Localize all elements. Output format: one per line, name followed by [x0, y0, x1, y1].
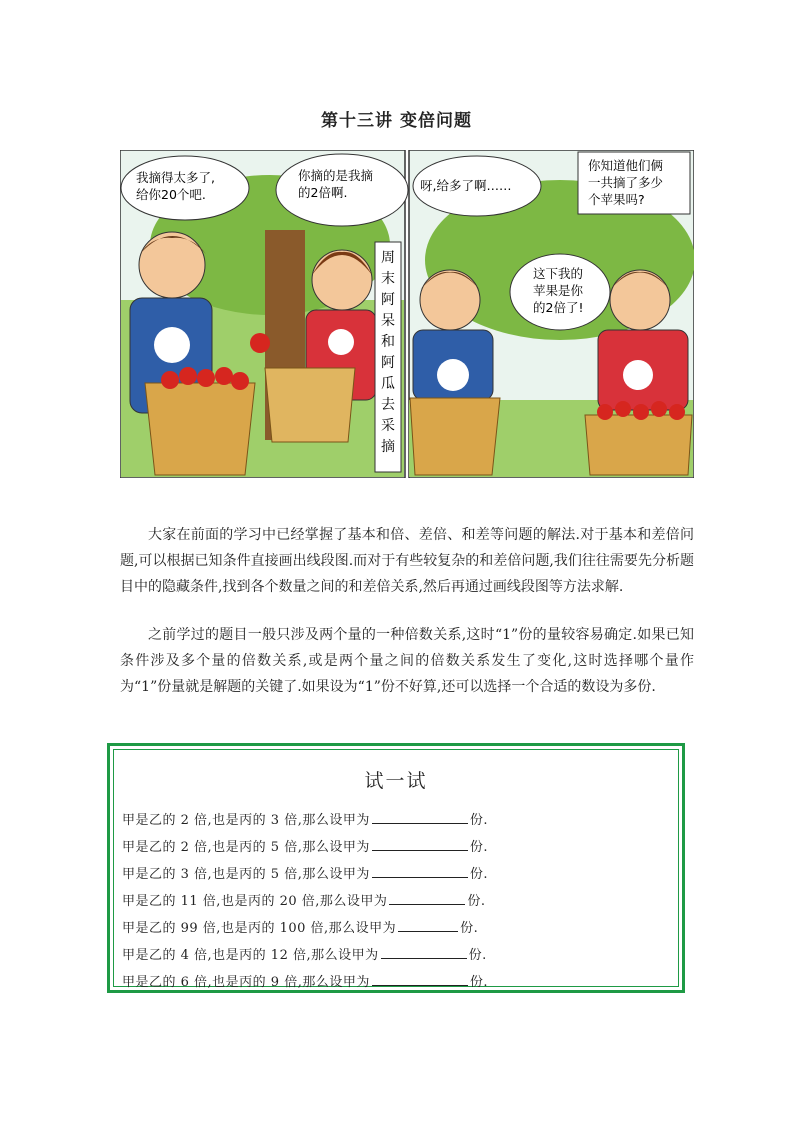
- question-row: [122, 863, 488, 882]
- bubble-line: 的2倍啊.: [298, 185, 348, 200]
- page-title: 第十三讲 变倍问题: [321, 111, 472, 131]
- answer-blank[interactable]: [389, 892, 465, 905]
- boy-head-left: [139, 232, 205, 298]
- question-row: [122, 809, 488, 828]
- bubble-line: 你摘的是我摘: [298, 168, 374, 183]
- comic-illustration: [120, 150, 694, 478]
- bubble-line: 我摘得太多了,: [136, 170, 215, 185]
- bubble-line: 的2倍了!: [533, 300, 584, 315]
- bubble-line: 个苹果吗?: [588, 192, 645, 207]
- question-tail: 份.: [460, 921, 479, 936]
- caption-char: 末: [381, 271, 395, 287]
- bubble-line: 给你20个吧.: [136, 187, 206, 202]
- other-boy-head: [610, 270, 670, 330]
- question-text: 甲是乙的 2 倍,也是丙的 3 倍,那么设甲为: [122, 813, 370, 828]
- question-text: 甲是乙的 3 倍,也是丙的 5 倍,那么设甲为: [122, 867, 370, 882]
- answer-blank[interactable]: [372, 973, 468, 986]
- question-tail: 份.: [469, 813, 488, 828]
- apple-held: [250, 333, 270, 353]
- bubble-line: 这下我的: [533, 266, 584, 281]
- question-text: 甲是乙的 4 倍,也是丙的 12 倍,那么设甲为: [122, 948, 379, 963]
- question-tail: 份.: [469, 975, 488, 990]
- bubble-line: 苹果是你: [533, 283, 584, 298]
- question-tail: 份.: [469, 840, 488, 855]
- try-it-title: 试一试: [364, 770, 428, 792]
- intro-paragraph-2: 之前学过的题目一般只涉及两个量的一种倍数关系,这时“1”份的量较容易确定.如果已知条件涉及多个量的倍数关系,或是两个量之间的倍数关系发生了变化,这时选择哪个量作为“1”份量就是解题的关键了.如果设为“1”份不好算,还可以选择一个合适的数设为多份.: [120, 627, 694, 695]
- bubble-line: 一共摘了多少: [588, 175, 664, 190]
- caption-char: 去: [381, 397, 395, 413]
- basket-left-1: [145, 383, 255, 475]
- caption-char: 阿: [381, 292, 395, 308]
- other-boy-shirt-logo: [623, 360, 653, 390]
- caption-char: 呆: [381, 313, 395, 329]
- answer-blank[interactable]: [398, 919, 458, 932]
- bubble-line: 你知道他们俩: [588, 158, 664, 173]
- question-text: 甲是乙的 6 倍,也是丙的 9 倍,那么设甲为: [122, 975, 370, 990]
- question-row: [122, 836, 488, 855]
- question-text: 甲是乙的 2 倍,也是丙的 5 倍,那么设甲为: [122, 840, 370, 855]
- answer-blank[interactable]: [372, 865, 468, 878]
- basket-left-2: [265, 368, 355, 442]
- question-row: [122, 971, 488, 990]
- shirt-logo-right: [437, 359, 469, 391]
- question-tail: 份.: [467, 894, 486, 909]
- intro-paragraph-1: 大家在前面的学习中已经掌握了基本和倍、差倍、和差等问题的解法.对于基本和差倍问题,可以根据已知条件直接画出线段图.而对于有些较复杂的和差倍问题,我们往往需要先分析题目中的隐藏条件,找到各个数量之间的和差倍关系,然后再通过画线段图等方法求解.: [120, 527, 694, 595]
- bubble-line: 呀,给多了啊……: [420, 178, 512, 193]
- basket-right-2: [585, 415, 692, 475]
- caption-char: 阿: [381, 355, 395, 371]
- question-row: [122, 917, 478, 936]
- basket-right-1: [410, 398, 500, 475]
- question-text: 甲是乙的 11 倍,也是丙的 20 倍,那么设甲为: [122, 894, 388, 909]
- girl-shirt-logo: [328, 329, 354, 355]
- caption-char: 采: [381, 418, 395, 434]
- question-text: 甲是乙的 99 倍,也是丙的 100 倍,那么设甲为: [122, 921, 397, 936]
- caption-char: 周: [381, 250, 395, 266]
- bubble-5-text: [533, 266, 584, 315]
- question-row: [122, 944, 487, 963]
- caption-char: 摘: [381, 439, 395, 455]
- try-it-box: [107, 743, 685, 993]
- girl-head: [312, 250, 372, 310]
- question-tail: 份.: [468, 948, 487, 963]
- boy-head-right: [420, 270, 480, 330]
- bubble-3-text: [420, 178, 511, 193]
- shirt-logo-left: [154, 327, 190, 363]
- answer-blank[interactable]: [372, 811, 468, 824]
- question-row: [122, 890, 486, 909]
- caption-char: 和: [381, 334, 395, 350]
- answer-blank[interactable]: [372, 838, 468, 851]
- question-tail: 份.: [469, 867, 488, 882]
- answer-blank[interactable]: [381, 946, 467, 959]
- caption-char: 瓜: [381, 376, 395, 392]
